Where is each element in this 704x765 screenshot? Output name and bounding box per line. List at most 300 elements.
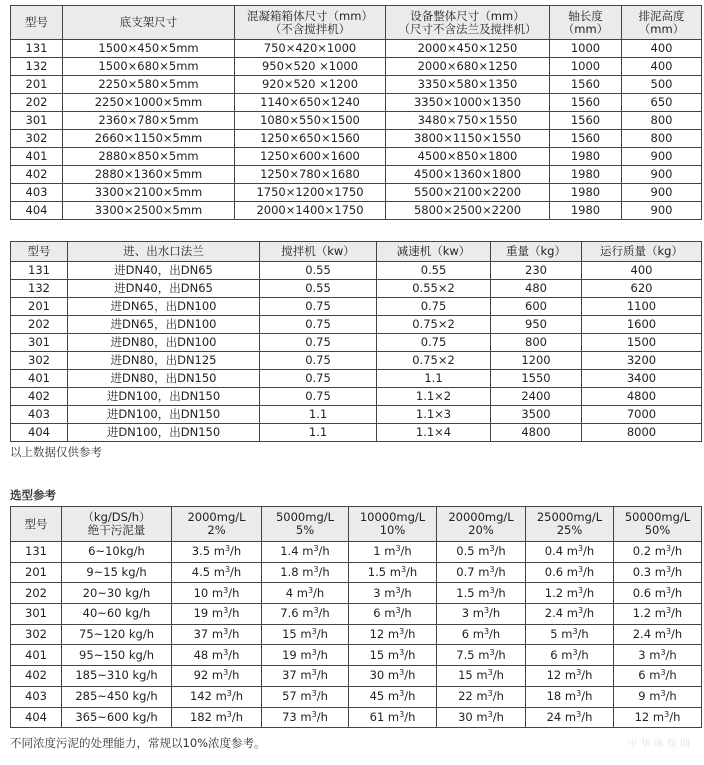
flow-rate-cell: [262, 624, 349, 645]
flow-rate-unit: m: [654, 627, 666, 642]
flow-rate-per: /h: [318, 606, 330, 621]
flow-rate-exponent: 3: [313, 544, 319, 554]
flow-rate-value: 1.4: [280, 544, 299, 559]
flow-rate-exponent: 3: [572, 647, 578, 657]
flow-rate-unit: m: [211, 585, 224, 600]
table-cell: 230: [491, 262, 582, 280]
table-cell: 0.55: [260, 280, 377, 298]
table-cell: 4500×1360×1800: [386, 166, 550, 184]
flow-rate-cell: [349, 707, 437, 728]
table-cell: 3800×1150×1550: [386, 130, 550, 148]
flow-rate-per: /h: [671, 585, 683, 600]
flow-rate-cell: [437, 666, 526, 687]
table-cell: 进DN80，出DN125: [68, 352, 260, 370]
flow-rate-exponent: 3: [576, 709, 582, 719]
table-cell: 3300×2500×5mm: [63, 202, 235, 220]
flow-rate-unit: m: [561, 647, 573, 662]
table-cell: 进DN100，出DN150: [68, 406, 260, 424]
flow-rate-cell: [614, 666, 702, 687]
table-row: [11, 583, 702, 604]
flow-rate-exponent: 3: [665, 585, 672, 595]
flow-rate-per: /h: [665, 668, 677, 683]
flow-rate-value: 3.5: [191, 544, 211, 559]
table-cell: 0.55: [260, 262, 377, 280]
table-cell: 1600: [582, 316, 702, 334]
flow-rate-exponent: 3: [572, 627, 578, 637]
flow-rate-cell: [172, 624, 262, 645]
table-cell: 1560: [550, 76, 622, 94]
flow-rate-unit: m: [478, 565, 490, 580]
flow-rate-cell: [437, 686, 526, 707]
flow-rate-cell: [437, 707, 526, 728]
table-cell: 0.55: [377, 262, 491, 280]
flow-rate-cell: [172, 583, 262, 604]
flow-rate-unit: m: [564, 668, 577, 683]
table-cell: 401: [11, 370, 68, 388]
flow-rate-cell: [526, 707, 614, 728]
column-header: 运行质量（kg）: [582, 242, 702, 262]
flow-rate-per: /h: [230, 565, 242, 580]
table-cell: 201: [11, 298, 68, 316]
flow-rate-per: /h: [494, 544, 506, 559]
flow-rate-exponent: 3: [577, 606, 584, 616]
flow-rate-unit: m: [215, 689, 227, 704]
flow-rate-unit: m: [476, 709, 488, 724]
table-cell: 1550: [491, 370, 582, 388]
flow-rate-value: 6: [461, 627, 470, 642]
flow-rate-value: 2.4: [632, 627, 652, 642]
flow-rate-cell: [614, 562, 702, 583]
table-cell: 202: [11, 316, 68, 334]
table-row: [11, 202, 702, 220]
flow-rate-value: 4.5: [191, 565, 211, 580]
flow-rate-unit: m: [300, 647, 312, 662]
table-cell: 132: [11, 280, 68, 298]
flow-rate-value: 12: [634, 709, 650, 724]
table-row: [11, 76, 702, 94]
reference-note: 以上数据仅供参考: [10, 445, 102, 459]
table-cell: 4800: [582, 388, 702, 406]
table-cell: 1.1: [260, 424, 377, 442]
flow-rate-per: /h: [494, 585, 506, 600]
table-cell: 2360×780×5mm: [63, 112, 235, 130]
table-cell: 0.75: [260, 388, 377, 406]
flow-rate-cell: [437, 583, 526, 604]
table-cell: 201: [11, 562, 62, 583]
flow-rate-value: 1: [373, 544, 381, 559]
table-row: [11, 40, 702, 58]
table-row: [11, 112, 702, 130]
flow-rate-exponent: 3: [224, 565, 231, 575]
column-header: （kg/DS/h） 绝干污泥量: [62, 507, 172, 542]
flow-rate-unit: m: [472, 606, 484, 621]
table-cell: 500: [622, 76, 702, 94]
flow-rate-unit: m: [649, 689, 661, 704]
table-row: [11, 316, 702, 334]
flow-rate-cell: [172, 604, 262, 625]
table-cell: 1080×550×1500: [235, 112, 386, 130]
flow-rate-value: 0.2: [632, 544, 652, 559]
flow-rate-exponent: 3: [487, 689, 493, 699]
flow-rate-cell: [262, 604, 349, 625]
flow-rate-value: 2.4: [544, 606, 564, 621]
table-cell: 404: [11, 707, 62, 728]
flow-rate-cell: [349, 645, 437, 666]
table-cell: 0.55×2: [377, 280, 491, 298]
flow-rate-cell: [262, 562, 349, 583]
flow-rate-exponent: 3: [224, 544, 231, 554]
table-cell: 402: [11, 388, 68, 406]
flow-rate-cell: [172, 645, 262, 666]
selection-reference-title: 选型参考: [10, 488, 56, 502]
selection-table-body: [11, 542, 702, 728]
flow-rate-exponent: 3: [660, 668, 666, 678]
flow-rate-value: 7.6: [280, 606, 299, 621]
table-cell: 9~15 kg/h: [62, 562, 172, 583]
flow-rate-unit: m: [384, 606, 396, 621]
table-row: [11, 406, 702, 424]
flow-rate-per: /h: [583, 585, 595, 600]
flow-rate-value: 182: [189, 709, 212, 724]
power-weight-table: [10, 241, 702, 442]
flow-rate-cell: [262, 542, 349, 563]
table-row: [11, 298, 702, 316]
table-cell: 进DN65，出DN100: [68, 316, 260, 334]
flow-rate-per: /h: [671, 627, 683, 642]
flow-rate-exponent: 3: [223, 627, 229, 637]
column-header: 底支架尺寸: [63, 6, 235, 40]
flow-rate-exponent: 3: [223, 606, 229, 616]
flow-rate-per: /h: [313, 585, 325, 600]
table-cell: 1500: [582, 334, 702, 352]
table-cell: 301: [11, 334, 68, 352]
table-cell: 2880×1360×5mm: [63, 166, 235, 184]
flow-rate-unit: m: [213, 544, 225, 559]
table-row: [11, 686, 702, 707]
flow-rate-value: 1.5: [367, 565, 387, 580]
flow-rate-cell: [172, 666, 262, 687]
flow-rate-cell: [349, 604, 437, 625]
flow-rate-value: 0.7: [456, 565, 475, 580]
flow-rate-unit: m: [566, 565, 578, 580]
flow-rate-cell: [526, 645, 614, 666]
flow-rate-value: 6: [638, 668, 646, 683]
flow-rate-per: /h: [581, 668, 593, 683]
table-cell: 0.75×2: [377, 316, 491, 334]
table-cell: 0.75: [377, 334, 491, 352]
table-cell: 750×420×1000: [235, 40, 386, 58]
table-cell: 3200: [582, 352, 702, 370]
table-row: [11, 707, 702, 728]
table-row: [11, 645, 702, 666]
flow-rate-cell: [172, 707, 262, 728]
table-cell: 1560: [550, 130, 622, 148]
flow-rate-cell: [172, 686, 262, 707]
table-cell: 5800×2500×2200: [386, 202, 550, 220]
flow-rate-cell: [614, 686, 702, 707]
flow-rate-per: /h: [316, 709, 328, 724]
table-cell: 进DN65，出DN100: [68, 298, 260, 316]
table-cell: 1100: [582, 298, 702, 316]
flow-rate-value: 37: [193, 627, 209, 642]
flow-rate-cell: [526, 542, 614, 563]
table-cell: 3350×580×1350: [386, 76, 550, 94]
table-cell: 401: [11, 148, 63, 166]
table-cell: 1.1×3: [377, 406, 491, 424]
column-header: 10000mg/L 10%: [349, 507, 437, 542]
table-cell: 1250×780×1680: [235, 166, 386, 184]
table-cell: 20~30 kg/h: [62, 583, 172, 604]
flow-rate-per: /h: [581, 709, 593, 724]
table-row: [11, 94, 702, 112]
flow-rate-exponent: 3: [483, 606, 490, 616]
flow-rate-exponent: 3: [311, 689, 317, 699]
flow-rate-per: /h: [400, 544, 412, 559]
flow-rate-value: 5: [550, 627, 558, 642]
table-row: [11, 148, 702, 166]
power-weight-table-header: [11, 242, 702, 262]
flow-rate-value: 30: [369, 668, 385, 683]
table-cell: 202: [11, 583, 62, 604]
flow-rate-unit: m: [213, 565, 225, 580]
flow-rate-per: /h: [228, 627, 240, 642]
table-cell: 1980: [550, 202, 622, 220]
table-cell: 900: [622, 202, 702, 220]
flow-rate-cell: [614, 583, 702, 604]
flow-rate-cell: [262, 707, 349, 728]
flow-rate-value: 3: [373, 585, 381, 600]
table-cell: 404: [11, 424, 68, 442]
flow-rate-per: /h: [583, 565, 595, 580]
table-cell: 302: [11, 624, 62, 645]
flow-rate-unit: m: [387, 647, 400, 662]
flow-rate-exponent: 3: [577, 544, 584, 554]
table-cell: 2880×850×5mm: [63, 148, 235, 166]
flow-rate-unit: m: [478, 647, 490, 662]
flow-rate-value: 37: [282, 668, 297, 683]
column-header: 型号: [11, 242, 68, 262]
flow-rate-value: 0.4: [544, 544, 564, 559]
flow-rate-unit: m: [211, 647, 224, 662]
flow-rate-exponent: 3: [311, 647, 317, 657]
column-header: 20000mg/L 20%: [437, 507, 526, 542]
flow-rate-per: /h: [318, 544, 330, 559]
table-cell: 75~120 kg/h: [62, 624, 172, 645]
flow-rate-per: /h: [671, 565, 683, 580]
flow-rate-per: /h: [671, 606, 683, 621]
flow-rate-exponent: 3: [487, 668, 493, 678]
table-cell: 5500×2100×2200: [386, 184, 550, 202]
flow-rate-cell: [437, 562, 526, 583]
flow-rate-per: /h: [318, 565, 330, 580]
flow-rate-per: /h: [577, 627, 589, 642]
table-cell: 3500: [491, 406, 582, 424]
table-cell: 920×520 ×1200: [235, 76, 386, 94]
table-cell: 进DN80，出DN150: [68, 370, 260, 388]
power-weight-table-body: [11, 262, 702, 442]
flow-rate-per: /h: [583, 606, 595, 621]
table-cell: 1.1×2: [377, 388, 491, 406]
flow-rate-per: /h: [404, 709, 416, 724]
flow-rate-per: /h: [492, 668, 504, 683]
flow-rate-exponent: 3: [489, 585, 495, 595]
column-header: 重量（kg）: [491, 242, 582, 262]
flow-rate-value: 92: [193, 668, 209, 683]
table-cell: 1.1: [377, 370, 491, 388]
table-row: [11, 58, 702, 76]
column-header: 50000mg/L 50%: [614, 507, 702, 542]
flow-rate-unit: m: [302, 544, 314, 559]
table-cell: 900: [622, 166, 702, 184]
dimension-table-header: [11, 6, 702, 40]
table-cell: 4800: [491, 424, 582, 442]
flow-rate-value: 10: [193, 585, 209, 600]
flow-rate-per: /h: [669, 709, 681, 724]
flow-rate-per: /h: [231, 689, 244, 704]
table-cell: 0.75: [260, 370, 377, 388]
table-cell: 202: [11, 94, 63, 112]
flow-rate-per: /h: [406, 565, 418, 580]
table-cell: 2000×450×1250: [386, 40, 550, 58]
flow-rate-per: /h: [492, 689, 504, 704]
table-cell: 800: [622, 112, 702, 130]
table-cell: 进DN100，出DN150: [68, 388, 260, 406]
column-header: 轴长度 （mm）: [550, 6, 622, 40]
table-row: [11, 666, 702, 687]
table-cell: 6~10kg/h: [62, 542, 172, 563]
table-cell: 2250×580×5mm: [63, 76, 235, 94]
table-cell: 302: [11, 130, 63, 148]
column-header: 进、出水口法兰: [68, 242, 260, 262]
flow-rate-value: 1.2: [544, 585, 564, 600]
table-cell: 1.1×4: [377, 424, 491, 442]
flow-rate-unit: m: [654, 565, 666, 580]
dimension-table-body: [11, 40, 702, 220]
flow-rate-value: 7.5: [456, 647, 475, 662]
flow-rate-per: /h: [583, 544, 595, 559]
flow-rate-value: 12: [546, 668, 562, 683]
capacity-note: 不同浓度污泥的处理能力，常规以10%浓度参考。: [10, 736, 266, 750]
flow-rate-unit: m: [387, 689, 400, 704]
table-cell: 403: [11, 686, 62, 707]
flow-rate-cell: [262, 583, 349, 604]
table-cell: 1980: [550, 148, 622, 166]
table-cell: 40~60 kg/h: [62, 604, 172, 625]
flow-rate-exponent: 3: [399, 709, 405, 719]
flow-rate-unit: m: [384, 585, 396, 600]
flow-rate-per: /h: [228, 606, 240, 621]
flow-rate-exponent: 3: [489, 647, 495, 657]
table-cell: 进DN100，出DN150: [68, 424, 260, 442]
flow-rate-per: /h: [228, 585, 240, 600]
flow-rate-value: 73: [282, 709, 297, 724]
flow-rate-cell: [437, 542, 526, 563]
table-cell: 2400: [491, 388, 582, 406]
flow-rate-cell: [526, 562, 614, 583]
table-cell: 800: [622, 130, 702, 148]
flow-rate-exponent: 3: [483, 627, 490, 637]
flow-rate-value: 0.6: [544, 565, 564, 580]
table-cell: 0.75: [260, 298, 377, 316]
flow-rate-exponent: 3: [489, 544, 495, 554]
flow-rate-unit: m: [649, 647, 661, 662]
table-cell: 进DN40，出DN65: [68, 280, 260, 298]
table-cell: 95~150 kg/h: [62, 645, 172, 666]
flow-rate-exponent: 3: [223, 647, 229, 657]
flow-rate-unit: m: [211, 668, 224, 683]
flow-rate-cell: [172, 562, 262, 583]
table-cell: 620: [582, 280, 702, 298]
flow-rate-exponent: 3: [665, 606, 672, 616]
flow-rate-per: /h: [665, 647, 677, 662]
flow-rate-unit: m: [652, 709, 665, 724]
flow-rate-value: 1.8: [280, 565, 299, 580]
table-cell: 301: [11, 112, 63, 130]
table-row: [11, 370, 702, 388]
flow-rate-exponent: 3: [226, 709, 232, 719]
table-cell: 1.1: [260, 406, 377, 424]
flow-rate-per: /h: [577, 647, 589, 662]
flow-rate-per: /h: [400, 606, 412, 621]
flow-rate-unit: m: [296, 585, 308, 600]
table-cell: 1750×1200×1750: [235, 184, 386, 202]
table-cell: 131: [11, 262, 68, 280]
table-cell: 900: [622, 148, 702, 166]
table-cell: 2660×1150×5mm: [63, 130, 235, 148]
flow-rate-value: 18: [546, 689, 562, 704]
table-cell: 进DN80，出DN100: [68, 334, 260, 352]
flow-rate-per: /h: [230, 544, 242, 559]
flow-rate-exponent: 3: [311, 668, 317, 678]
table-cell: 0.75: [260, 316, 377, 334]
table-row: [11, 542, 702, 563]
flow-rate-unit: m: [211, 606, 224, 621]
flow-rate-exponent: 3: [576, 689, 582, 699]
table-cell: 1500×680×5mm: [63, 58, 235, 76]
table-cell: 400: [622, 40, 702, 58]
flow-rate-unit: m: [654, 606, 666, 621]
table-cell: 0.75: [260, 352, 377, 370]
flow-rate-value: 0.3: [632, 565, 652, 580]
flow-rate-exponent: 3: [399, 627, 405, 637]
flow-rate-exponent: 3: [665, 627, 672, 637]
column-header: 5000mg/L 5%: [262, 507, 349, 542]
flow-rate-exponent: 3: [665, 544, 672, 554]
table-cell: 600: [491, 298, 582, 316]
flow-rate-per: /h: [404, 647, 416, 662]
flow-rate-unit: m: [215, 709, 227, 724]
table-cell: 131: [11, 40, 63, 58]
flow-rate-unit: m: [478, 585, 490, 600]
table-cell: 201: [11, 76, 63, 94]
table-cell: 3300×2100×5mm: [63, 184, 235, 202]
column-header: 混凝箱箱体尺寸（mm） （不含搅拌机）: [235, 6, 386, 40]
table-cell: 900: [622, 184, 702, 202]
flow-rate-cell: [172, 542, 262, 563]
table-cell: 302: [11, 352, 68, 370]
table-cell: 301: [11, 604, 62, 625]
flow-rate-value: 1.5: [456, 585, 475, 600]
flow-rate-unit: m: [564, 689, 577, 704]
flow-rate-exponent: 3: [400, 565, 407, 575]
table-cell: 7000: [582, 406, 702, 424]
table-cell: 3400: [582, 370, 702, 388]
flow-rate-unit: m: [566, 606, 578, 621]
table-cell: 8000: [582, 424, 702, 442]
table-cell: 480: [491, 280, 582, 298]
flow-rate-value: 22: [458, 689, 473, 704]
flow-rate-exponent: 3: [665, 565, 672, 575]
